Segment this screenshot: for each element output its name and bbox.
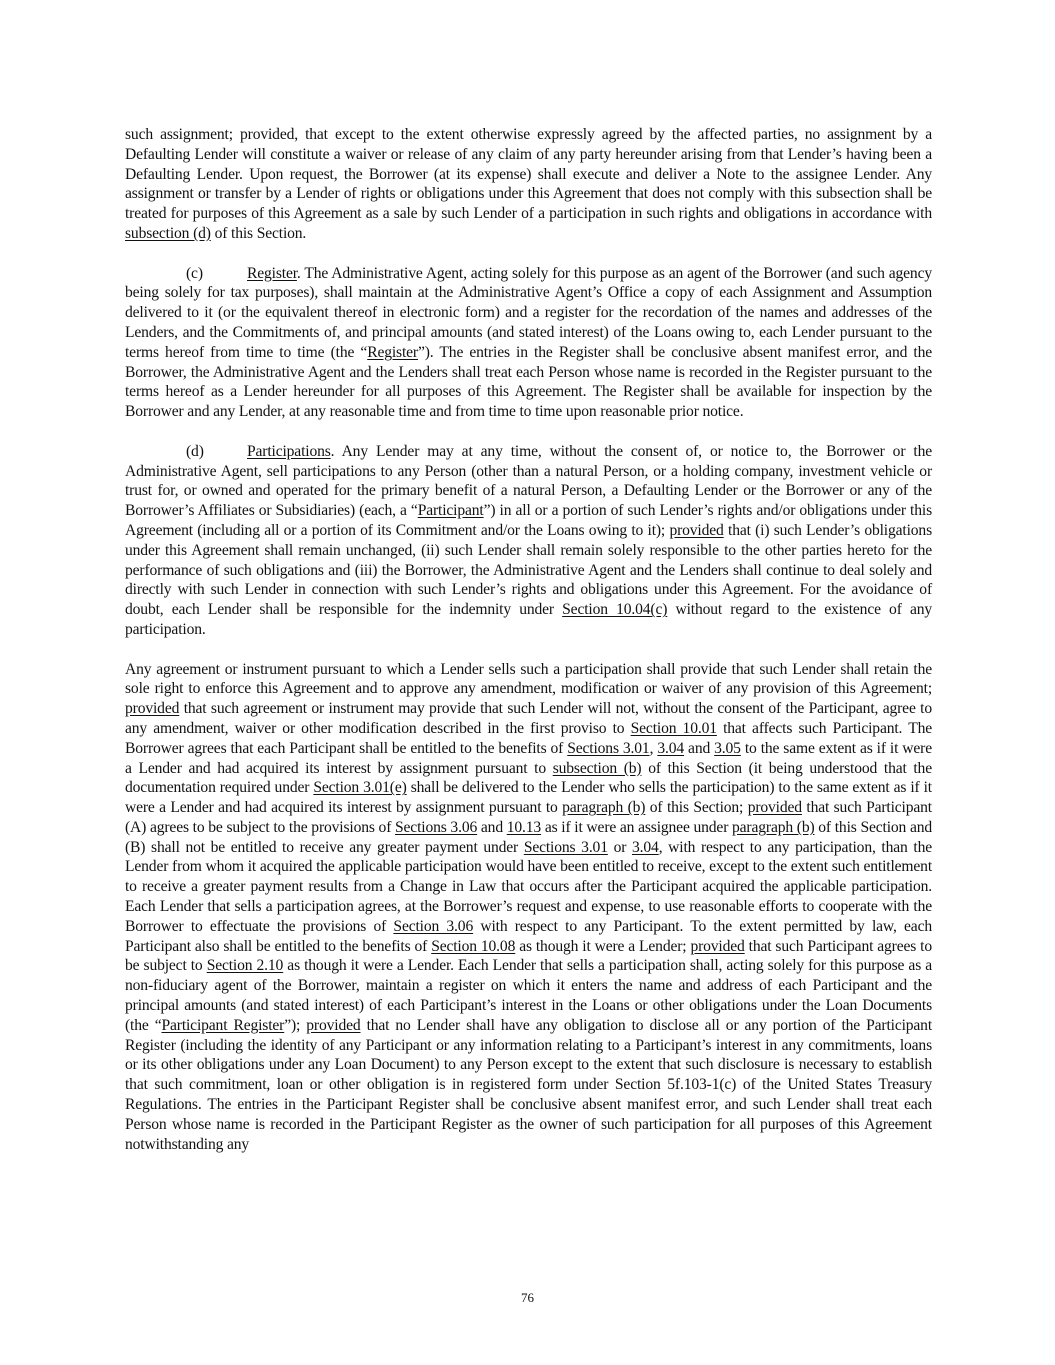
- paragraph-assignment-continuation: [125, 125, 932, 244]
- text-run: that such agreement or instrument may provide that such Lender will not, without the consent of the Participant, agree to any amendment, waiver or other modification described in the first proviso to: [125, 700, 932, 737]
- text-run: ,: [649, 739, 658, 757]
- text-run: Any agreement or instrument pursuant to which a Lender sells such a participation shall provide that such Lender shall retain the sole right to enforce this Agreement and to approve any amendment, modification or waiver of any provision of this Agreement;: [125, 660, 932, 698]
- text-run: ”);: [284, 1016, 307, 1034]
- paragraph-spacer: [125, 640, 932, 660]
- page-number: 76: [521, 1290, 534, 1305]
- cross-reference-link: Sections 3.01: [523, 838, 608, 856]
- paragraph-spacer: [125, 422, 932, 442]
- text-run: . The Administrative Agent, acting solely for this purpose as an agent of the Borrower (and such agency being solely for tax purposes), shall maintain at the Administrative Agent’s Office a copy of each Assignment and Assumption delivered to it (or the equivalent thereof in electronic form) and a register for the recordation of the names and addresses of the Lenders, and the Commitments of, and principal amounts (and stated interest) of the Loans owing to, each Lender pursuant to the terms hereof from time to time (the “: [125, 264, 932, 361]
- section-d-heading: Participations: [247, 442, 331, 460]
- cross-reference-link: Section 10.08: [431, 937, 516, 955]
- text-run: of this Section (it being understood that the documentation required under: [125, 759, 932, 797]
- cross-reference-link: 3.04: [657, 739, 685, 757]
- text-run: that such Participant agrees to be subject to: [125, 937, 932, 975]
- text-run: ”) in all or a portion of such Lender’s rights and/or obligations under this Agreement (including all or a portion of its Commitment and/or the Loans owing to it);: [125, 502, 932, 539]
- text-run: and: [684, 739, 715, 757]
- text-run: and: [477, 818, 507, 836]
- cross-reference-link: subsection (d): [125, 224, 211, 242]
- cross-reference-link: Section 10.04(c): [562, 601, 668, 619]
- document-page: [125, 125, 932, 1154]
- cross-reference-link: Participant Register: [161, 1016, 285, 1034]
- cross-reference-link: Section 10.01: [630, 719, 717, 737]
- text-run: that no Lender shall have any obligation to disclose all or any portion of the Participant Register (including the identity of any Participant or any information relating to a Participant’s interest in any commitments, loans or its other obligations under any Loan Document) to any Person except to the extent that such disclosure is necessary to establish that such commitment, loan or other obligation is in registered form under Section 5f.103-1(c) of the United States Treasury Regulations. The entries in the Participant Register shall be conclusive absent manifest error, and such Lender shall treat each Person whose name is recorded in the Participant Register as the owner of such participation for all purposes of this Agreement notwithstanding any: [125, 1016, 933, 1153]
- cross-reference-link: 10.13: [506, 818, 542, 836]
- paragraph-participation-agreement: [125, 660, 932, 1155]
- cross-reference-link: 3.05: [714, 739, 741, 757]
- cross-reference-link: Section 2.10: [206, 957, 284, 975]
- cross-reference-link: Section 3.06: [393, 917, 474, 935]
- cross-reference-link: provided: [306, 1016, 361, 1034]
- text-run: of this Section.: [210, 224, 307, 242]
- text-run: , with respect to any participation, than the Lender from whom it acquired the applicable participation would have been entitled to receive, except to the extent such entitlement to receive a greater payment results from a Change in Law that occurs after the Participant acquired the applicable participation. Each Lender that sells a participation agrees, at the Borrower’s request and expense, to use reasonable efforts to cooperate with the Borrower to effectuate the provisions of: [125, 838, 932, 935]
- text-run: with respect to any Participant. To the extent permitted by law, each Participant also shall be entitled to the benefits of: [125, 917, 932, 955]
- cross-reference-link: paragraph (b): [732, 818, 815, 836]
- cross-reference-link: provided: [125, 700, 180, 718]
- text-run: that affects such Participant. The Borrower agrees that each Participant shall be entitled to the benefits of: [125, 719, 932, 757]
- text-run: that (i) such Lender’s obligations under this Agreement shall remain unchanged, (ii) such Lender shall remain solely responsible to the other parties hereto for the performance of such obligations and (iii) the Borrower, the Administrative Agent and the Lenders shall continue to deal solely and directly with such Lender in connection with such Lender’s rights and obligations under this Agreement. For the avoidance of doubt, each Lender shall be responsible for the indemnity under: [125, 521, 932, 619]
- text-run: as though it were a Lender;: [515, 937, 691, 955]
- cross-reference-link: Section 3.01(e): [313, 779, 407, 797]
- text-run: shall be delivered to the Lender who sells the participation) to the same extent as if it were a Lender and had acquired its interest by assignment pursuant to: [125, 779, 932, 817]
- cross-reference-link: provided: [747, 799, 802, 817]
- cross-reference-link: Sections 3.06: [395, 818, 478, 836]
- cross-reference-link: provided: [690, 937, 745, 955]
- text-run: . Any Lender may at any time, without the consent of, or notice to, the Borrower or the Administrative Agent, sell participations to any Person (other than a natural Person, or a holding company, investment vehicle or trust for, or owned and operated for the primary benefit of a natural Person, a Defaulting Lender or the Borrower or any of the Borrower’s Affiliates or Subsidiaries) (each, a “: [125, 442, 932, 520]
- cross-reference-link: Sections 3.01: [567, 739, 650, 757]
- text-run: as if it were an assignee under: [541, 818, 733, 836]
- cross-reference-link: Register: [367, 343, 418, 361]
- text-run: or: [607, 838, 632, 856]
- text-run: without regard to the existence of any participation.: [125, 601, 933, 638]
- cross-reference-link: 3.04: [631, 838, 659, 856]
- section-c-heading: Register: [247, 264, 297, 282]
- section-d-participations: [125, 442, 932, 640]
- text-run: such assignment; provided, that except to the extent otherwise expressly agreed by the affected parties, no assignment by a Defaulting Lender will constitute a waiver or release of any claim of any party hereunder arising from that Lender’s having been a Defaulting Lender. Upon request, the Borrower (at its expense) shall execute and deliver a Note to the assignee Lender. Any assignment or transfer by a Lender of rights or obligations under this Agreement that does not comply with this subsection shall be treated for purposes of this Agreement as a sale by such Lender of a participation in such rights and obligations in accordance with: [125, 126, 932, 223]
- paragraph-spacer: [125, 244, 932, 264]
- section-c-register: [125, 264, 932, 422]
- text-run: that such Participant (A) agrees to be subject to the provisions of: [125, 799, 932, 836]
- text-run: ”). The entries in the Register shall be conclusive absent manifest error, and the Borrower, the Administrative Agent and the Lenders shall treat each Person whose name is recorded in the Register pursuant to the terms hereof as a Lender hereunder for all purposes of this Agreement. The Register shall be available for inspection by the Borrower and any Lender, at any reasonable time and from time to time upon reasonable prior notice.: [125, 343, 933, 421]
- text-run: to the same extent as if it were a Lender and had acquired its interest by assignment pursuant to: [125, 739, 932, 777]
- cross-reference-link: Participant: [417, 502, 484, 520]
- section-d-label: (d): [186, 442, 204, 460]
- text-run: as though it were a Lender. Each Lender that sells a participation shall, acting solely for this purpose as a non-fiduciary agent of the Borrower, maintain a register on which it enters the name and address of each Participant and the principal amounts (and stated interest) of each Participant’s interest in the Loans or other obligations under the Loan Documents (the “: [125, 957, 932, 1034]
- section-c-label: (c): [186, 264, 203, 282]
- text-run: of this Section and (B) shall not be entitled to receive any greater payment under: [125, 818, 933, 856]
- cross-reference-link: paragraph (b): [562, 799, 646, 817]
- section-c-body: [125, 265, 932, 421]
- cross-reference-link: provided: [669, 521, 724, 539]
- text-run: of this Section;: [645, 799, 748, 817]
- section-d-body: [125, 443, 932, 638]
- cross-reference-link: subsection (b): [552, 759, 642, 777]
